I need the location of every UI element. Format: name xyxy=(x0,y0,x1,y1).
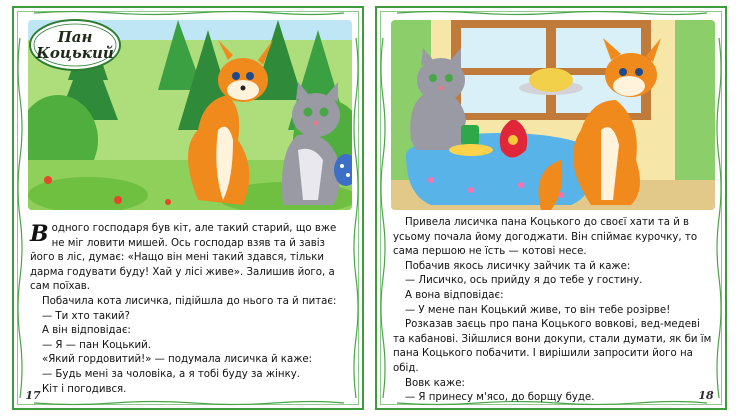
text-line: питає: xyxy=(301,295,337,307)
paragraph: Вовк каже: xyxy=(405,377,465,389)
paragraph: Кіт і погодився. xyxy=(42,383,127,395)
paragraph: А він відповідає: xyxy=(42,325,131,337)
text-line: Привела лисичка пана Коцького до своєї хати xyxy=(405,217,655,228)
paragraph: — Ти хто такий? xyxy=(42,310,130,322)
text-line: одного господаря був кіт, але такий старий, xyxy=(51,223,293,234)
story-title-line1: Пан xyxy=(57,28,93,46)
text-line: медеві та кабанові. Зійшлися вони докупи, стали xyxy=(393,319,700,345)
text-line: Розказав заєць про пана Коцького вовкові, вед- xyxy=(405,319,664,331)
paragraph: — Будь мені за чоловіка, а я тобі буду за жінку. xyxy=(42,368,300,380)
right-page xyxy=(375,6,727,410)
paragraph: — Я — пан Коцький. xyxy=(42,339,152,351)
left-page-text xyxy=(30,222,352,397)
page-number: 17 xyxy=(22,388,44,404)
paragraph: — У мене пан Коцький живе, то він тебе розірве! xyxy=(405,304,671,316)
page-number: 18 xyxy=(695,388,717,404)
story-title-badge xyxy=(28,18,122,72)
story-title-line2: Коцький xyxy=(36,44,114,62)
paragraph: А вона відповідає: xyxy=(405,289,504,301)
text-line: курочку, то сама першою не їсть — котові несе. xyxy=(393,231,698,258)
paragraph xyxy=(393,216,715,260)
paragraph: — Лисичко, ось прийду я до тебе у гостину. xyxy=(405,275,643,287)
right-page-text xyxy=(393,216,715,406)
paragraph: «Який гордовитий!» — подумала лисичка й каже: xyxy=(42,354,313,366)
illustration-fox-serving-cat-indoors xyxy=(391,20,715,210)
text-line: думати, як би їм пана Коцького побачити. І вирішили xyxy=(393,333,712,360)
text-line: та й завіз його в ліс, думає: «Нащо він мені такий xyxy=(30,237,325,264)
text-line: запросити його на обід. xyxy=(393,348,693,374)
text-line: та й в усьому почала йому догоджати. Він спіймає xyxy=(393,217,690,243)
text-line: Залишив його, а сам поїхав. xyxy=(30,266,335,293)
left-page xyxy=(12,6,364,410)
paragraph xyxy=(30,295,352,310)
drop-cap: В xyxy=(30,221,49,247)
text-line: Побачила кота лисичка, підійшла до нього та й xyxy=(42,295,299,307)
paragraph: — Я принесу м'ясо, до борщу буде. xyxy=(405,392,595,404)
text-line: здався, тільки дарма годувати буду! Хай у лісі живе». xyxy=(30,252,325,278)
paragraph xyxy=(393,318,715,376)
paragraph xyxy=(30,222,352,295)
text-line: що вже не міг ловити мишей. Ось господар взяв xyxy=(51,223,337,249)
paragraph: Побачив якось лисичку зайчик та й каже: xyxy=(405,260,631,272)
